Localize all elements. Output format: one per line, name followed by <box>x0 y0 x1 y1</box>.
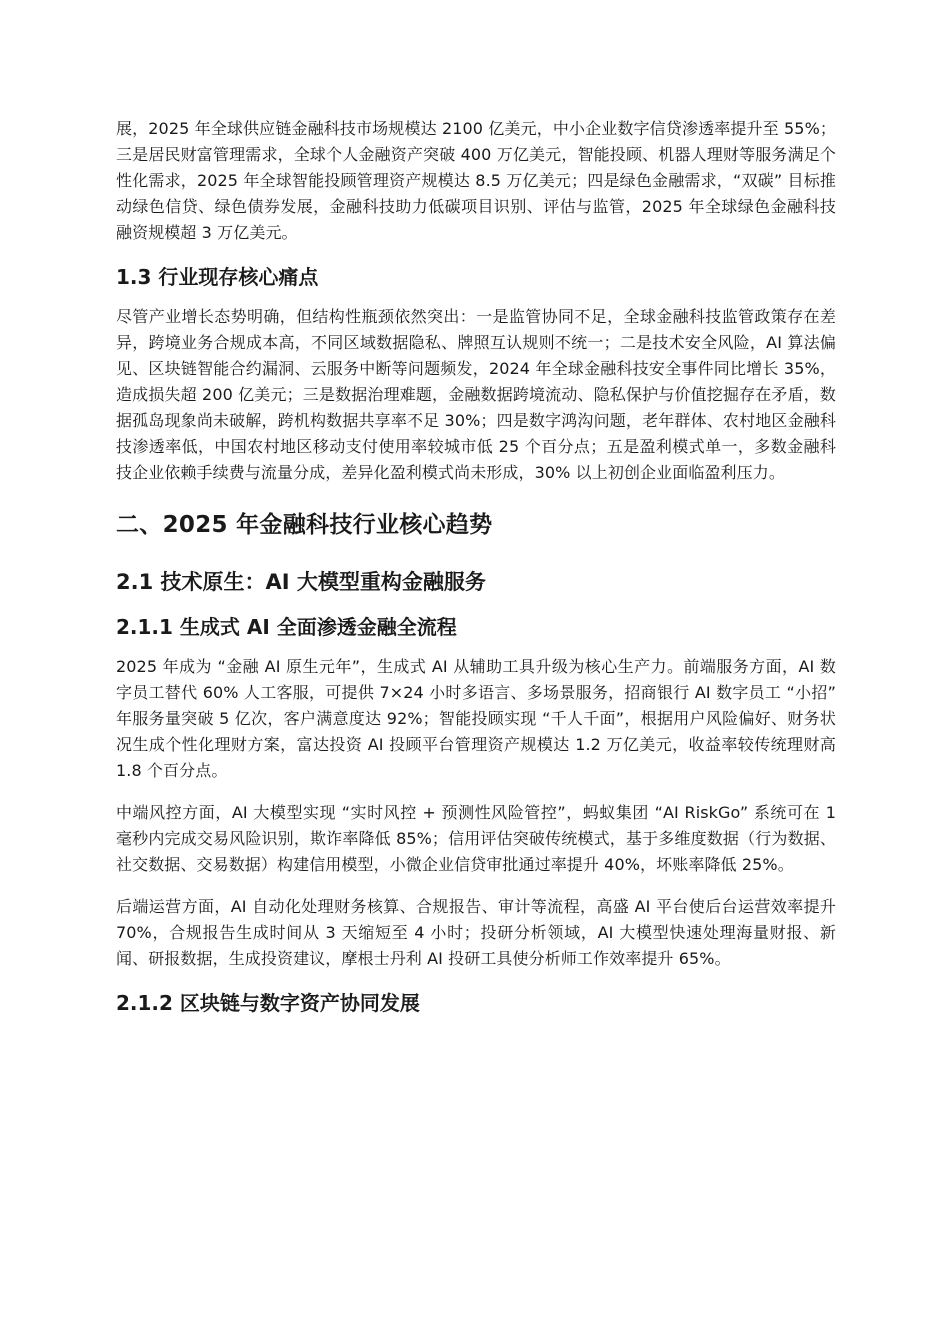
paragraph-demand-drivers: 展，2025 年全球供应链金融科技市场规模达 2100 亿美元，中小企业数字信贷渗透率提升至 55%；三是居民财富管理需求，全球个人金融资产突破 400 万亿美元，智能投顾、机器人理财等服务满足个性化需求，2025 年全球智能投顾管理资产规模达 8.5 万亿美元；四是绿色金融需求，“双碳” 目标推动绿色信贷、绿色债券发展，金融科技助力低碳项目识别、评估与监管，2025 年全球绿色金融科技融资规模超 3 万亿美元。 <box>116 119 836 242</box>
paragraph-pain-points: 尽管产业增长态势明确，但结构性瓶颈依然突出：一是监管协同不足，全球金融科技监管政策存在差异，跨境业务合规成本高，不同区域数据隐私、牌照互认规则不统一；二是技术安全风险，AI 算法偏见、区块链智能合约漏洞、云服务中断等问题频发，2024 年全球金融科技安全事件同比增长 35%，造成损失超 200 亿美元；三是数据治理难题，金融数据跨境流动、隐私保护与价值挖掘存在矛盾，数据孤岛现象尚未破解，跨机构数据共享率不足 30%；四是数字鸿沟问题，老年群体、农村地区金融科技渗透率低，中国农村地区移动支付使用率较城市低 25 个百分点；五是盈利模式单一，多数金融科技企业依赖手续费与流量分成，差异化盈利模式尚未形成，30% 以上初创企业面临盈利压力。 <box>116 307 836 482</box>
section-heading-2-1: 2.1 技术原生：AI 大模型重构金融服务 <box>116 570 486 594</box>
document-body <box>116 116 836 1030</box>
paragraph-genai-frontend: 2025 年成为 “金融 AI 原生元年”，生成式 AI 从辅助工具升级为核心生产力。前端服务方面，AI 数字员工替代 60% 人工客服，可提供 7×24 小时多语言、多场景服务，招商银行 AI 数字员工 “小招” 年服务量突破 5 亿次，客户满意度达 92%；智能投顾实现 “千人千面”，根据用户风险偏好、财务状况生成个性化理财方案，富达投资 AI 投顾平台管理资产规模达 1.2 万亿美元，收益率较传统理财高 1.8 个百分点。 <box>116 657 836 780</box>
section-heading-1-3: 1.3 行业现存核心痛点 <box>116 265 319 289</box>
subsection-heading-2-1-1: 2.1.1 生成式 AI 全面渗透金融全流程 <box>116 615 457 639</box>
paragraph-genai-risk-control: 中端风控方面，AI 大模型实现 “实时风控 + 预测性风险管控”，蚂蚁集团 “AI RiskGo” 系统可在 1 毫秒内完成交易风险识别，欺诈率降低 85%；信用评估突破传统模式，基于多维度数据（行为数据、社交数据、交易数据）构建信用模型，小微企业信贷审批通过率提升 40%，坏账率降低 25%。 <box>116 803 836 874</box>
chapter-heading-2: 二、2025 年金融科技行业核心趋势 <box>116 512 493 538</box>
paragraph-genai-backend: 后端运营方面，AI 自动化处理财务核算、合规报告、审计等流程，高盛 AI 平台使后台运营效率提升 70%，合规报告生成时间从 3 天缩短至 4 小时；投研分析领域，AI 大模型快速处理海量财报、新闻、研报数据，生成投资建议，摩根士丹利 AI 投研工具使分析师工作效率提升 65%。 <box>116 897 836 968</box>
subsection-heading-2-1-2: 2.1.2 区块链与数字资产协同发展 <box>116 991 420 1015</box>
